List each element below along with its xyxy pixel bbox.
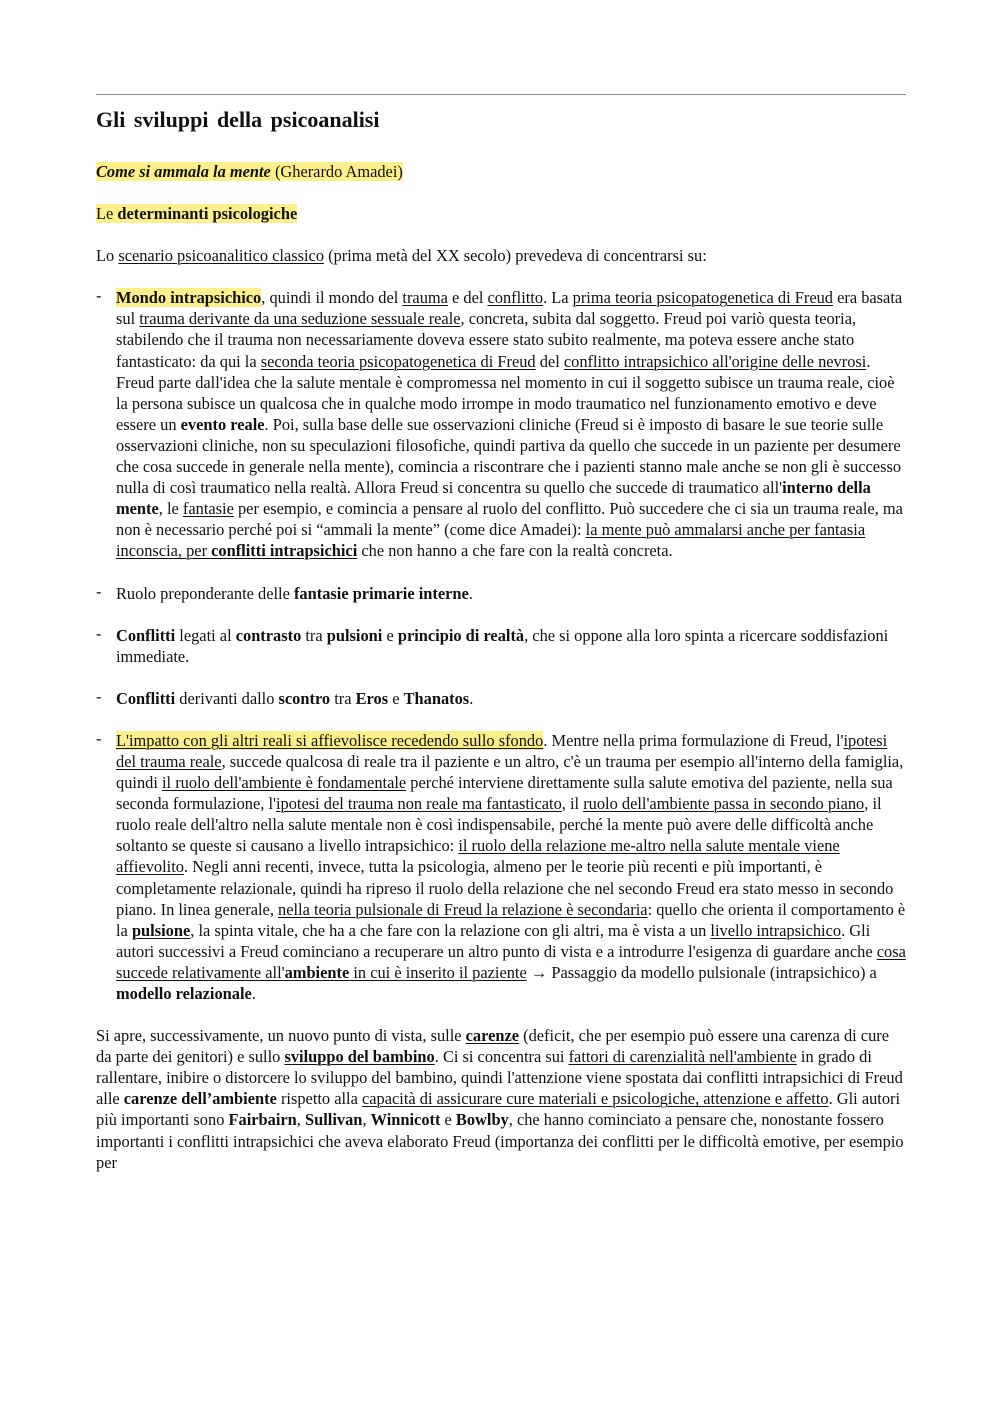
book-author: (Gherardo Amadei) [274, 162, 403, 181]
book-title: Come si ammala la mente [96, 162, 271, 181]
bullet-item: - Ruolo preponderante delle fantasie primarie interne. [96, 581, 473, 603]
book-reference [96, 161, 908, 182]
bullet-dash: - [96, 581, 102, 601]
bullet-dash: - [96, 286, 102, 306]
header-rule [96, 94, 906, 95]
bullet-item: - Mondo intrapsichico, quindi il mondo del trauma e del conflitto. La prima teoria psicopatogenetica di Freud era basata sul trauma derivante da una seduzione sessuale reale, concreta, subita dal soggetto. Freud poi variò questa teoria, stabilendo che il trauma non necessariamente doveva essere stato subito realmente, ma poteva essere anche stato fantasticato: da qui la seconda teoria psicopatogenetica di Freud del conflitto intrapsichico all'origine delle nevrosi. Freud parte dall'idea che la salute mentale è compromessa nel momento in cui il soggetto subisce un trauma reale, cioè la persona subisce un qualcosa che in qualche modo irrompe in modo traumatico nel funzionamento emotivo e deve essere un evento reale. Poi, sulla base delle sue osservazioni cliniche (Freud si è imposto di basare le sue teorie sulle osservazioni cliniche, non su speculazioni filosofiche, quindi partiva da quello che succede in un paziente per desumere che cosa succede in generale nella mente), comincia a riscontrare che i pazienti stanno male anche se non gli è successo nulla di così traumatico nella realtà. Allora Freud si concentra su quello che succede di traumatico all'interno della mente, le fantasie per esempio, e comincia a pensare al ruolo del conflitto. Può succedere che ci sia un trauma reale, ma non è necessario perché poi si “ammali la mente” (come dice Amadei): la mente può ammalarsi anche per fantasia inconscia, per conflitti intrapsichici che non hanno a che fare con la realtà concreta. [96, 286, 903, 561]
bullet-item: - Conflitti derivanti dallo scontro tra Eros e Thanatos. [96, 686, 474, 708]
document-page [96, 100, 908, 1173]
intro-paragraph: Lo scenario psicoanalitico classico (prima metà del XX secolo) prevedeva di concentrarsi su: [96, 246, 707, 266]
closing-paragraph: Si apre, successivamente, un nuovo punto di vista, sulle carenze (deficit, che per esempio può essere una carenza di cure da parte dei genitori) e sullo sviluppo del bambino. Ci si concentra sui fattori di carenzialità nell'ambiente in grado di rallentare, inibire o distorcere lo sviluppo del bambino, quindi l'attenzione viene spostata dai conflitti intrapsichici di Freud alle carenze dell’ambiente rispetto alla capacità di assicurare cure materiali e psicologiche, attenzione e affetto. Gli autori più importanti sono Fairbairn, Sullivan, Winnicott e Bowlby, che hanno cominciato a pensare che, nonostante fossero importanti i conflitti intrapsichici che aveva elaborato Freud (importanza dei conflitti per le difficoltà emotive, per esempio per [96, 1026, 904, 1172]
bullet-dash: - [96, 728, 102, 748]
section-heading: Le determinanti psicologiche [96, 204, 298, 224]
bullet-item: - L'impatto con gli altri reali si affievolisce recedendo sullo sfondo. Mentre nella prima formulazione di Freud, l'ipotesi del trauma reale, succede qualcosa di reale tra il paziente e un altro, c'è un trauma per esempio all'interno della famiglia, quindi il ruolo dell'ambiente è fondamentale perché interviene direttamente sulla salute emotiva del paziente, nella sua seconda formulazione, l'ipotesi del trauma non reale ma fantasticato, il ruolo dell'ambiente passa in secondo piano, il ruolo reale dell'altro nella salute mentale non è così indispensabile, perché la mente può avere delle difficoltà anche soltanto se queste si causano a livello intrapsichico: il ruolo della relazione me-altro nella salute mentale viene affievolito. Negli anni recenti, invece, tutta la psicologia, almeno per le teorie più recenti e più importanti, è completamente relazionale, quindi ha ripreso il ruolo della relazione che nel secondo Freud era stato messo in secondo piano. In linea generale, nella teoria pulsionale di Freud la relazione è secondaria: quello che orienta il comportamento è la pulsione, la spinta vitale, che ha a che fare con la relazione con gli altri, ma è vista a un livello intrapsichico. Gli autori successivi a Freud cominciano a recuperare un altro punto di vista e a introdurre l'esigenza di guardare anche cosa succede relativamente all'ambiente in cui è inserito il paziente → Passaggio da modello pulsionale (intrapsichico) a modello relazionale. [96, 728, 906, 1003]
bullet-item: - Conflitti legati al contrasto tra pulsioni e principio di realtà, che si oppone alla loro spinta a ricercare soddisfazioni immediate. [96, 623, 889, 666]
bullet-dash: - [96, 686, 102, 706]
bullet-list [96, 287, 908, 1004]
document-title: Gli sviluppi della psicoanalisi [96, 107, 380, 132]
bullet-dash: - [96, 623, 102, 643]
